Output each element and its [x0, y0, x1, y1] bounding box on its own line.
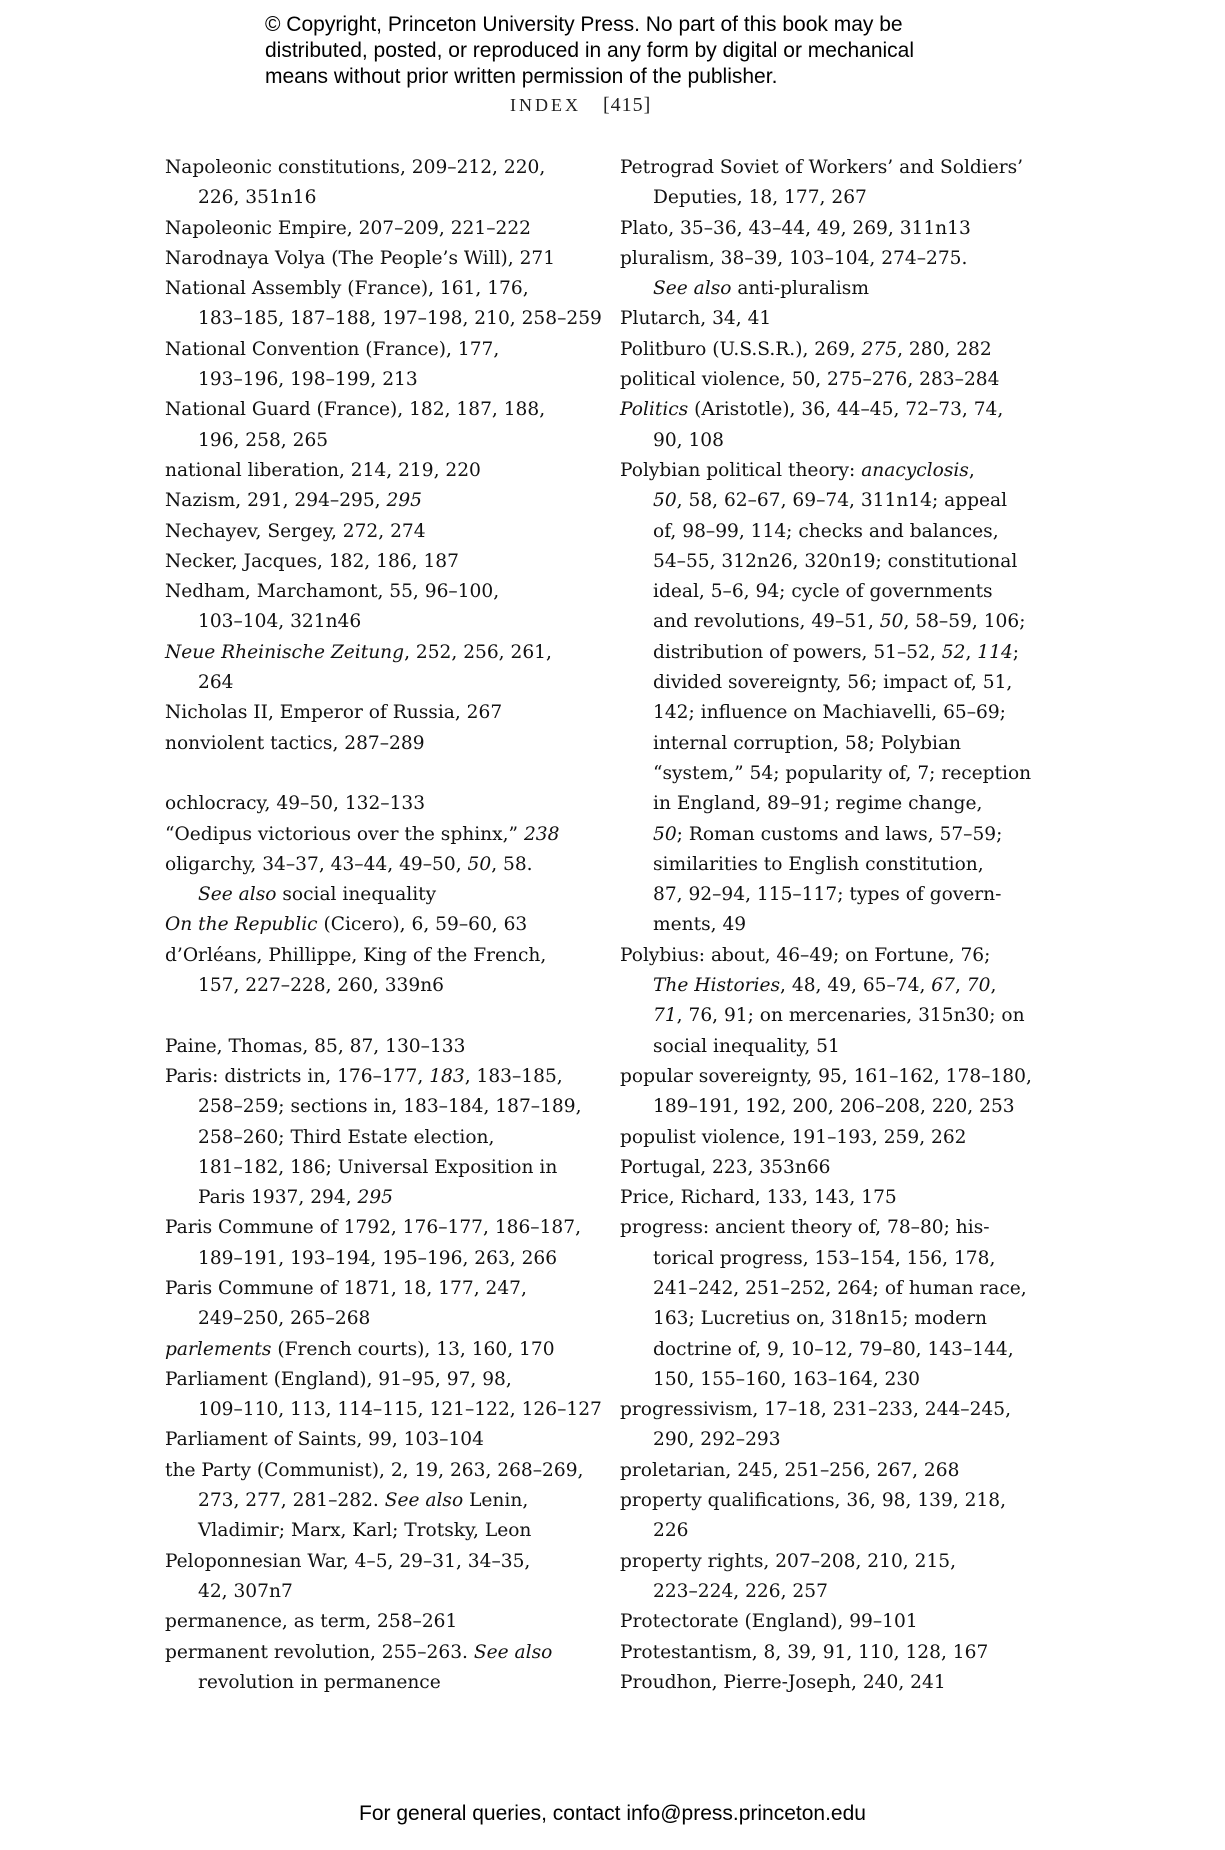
index-entry: pluralism, 38–39, 103–104, 274–275. See also anti-pluralism: [620, 247, 968, 300]
index-entry: national liberation, 214, 219, 220: [165, 459, 481, 481]
index-entry: progress: ancient theory of, 78–80; his- torical progress, 153–154, 156, 178, 241–242, 251–252, 264; of human race, 163; Lucretius on, 318n15; modern doctrine of, 9, 10–12, 79–80, 143–144, 150, 155–160, 163–164, 230: [620, 1217, 1027, 1390]
index-entry: proletarian, 245, 251–256, 267, 268: [620, 1459, 960, 1481]
copyright-notice: [265, 12, 1025, 90]
index-entry: Nechayev, Sergey, 272, 274: [165, 520, 426, 542]
index-entry: Parliament (England), 91–95, 97, 98, 109–110, 113, 114–115, 121–122, 126–127: [165, 1368, 602, 1421]
index-entry: Paris: districts in, 176–177, 183, 183–185, 258–259; sections in, 183–184, 187–189, 258–260; Third Estate election, 181–182, 186; Universal Exposition in Paris 1937, 294, 295: [165, 1065, 582, 1209]
index-column-right: [620, 153, 1040, 1698]
index-entry: Protectorate (England), 99–101: [620, 1611, 918, 1633]
index-entry: property qualifications, 36, 98, 139, 218, 226: [620, 1490, 1007, 1542]
page-number: [415]: [603, 94, 652, 116]
index-entry: On the Republic (Cicero), 6, 59–60, 63: [165, 914, 528, 936]
index-entry: Parliament of Saints, 99, 103–104: [165, 1429, 484, 1451]
index-entry: National Guard (France), 182, 187, 188, 196, 258, 265: [165, 399, 546, 451]
index-entry: Politburo (U.S.S.R.), 269, 275, 280, 282: [620, 338, 992, 360]
index-column-left: [165, 153, 602, 1698]
index-letter-gap: [165, 759, 585, 789]
index-entry: nonviolent tactics, 287–289: [165, 732, 425, 754]
index-entry: oligarchy, 34–37, 43–44, 49–50, 50, 58. See also social inequality: [165, 853, 533, 906]
index-entry: Necker, Jacques, 182, 186, 187: [165, 550, 459, 572]
index-entry: National Assembly (France), 161, 176, 183–185, 187–188, 197–198, 210, 258–259: [165, 278, 602, 330]
index-entry: Paine, Thomas, 85, 87, 130–133: [165, 1035, 466, 1057]
index-entry: Portugal, 223, 353n66: [620, 1156, 831, 1178]
index-entry: parlements (French courts), 13, 160, 170: [165, 1338, 555, 1360]
index-entry: Neue Rheinische Zeitung, 252, 256, 261, 264: [165, 641, 552, 694]
index-entry: Proudhon, Pierre-Joseph, 240, 241: [620, 1671, 946, 1693]
index-entry: the Party (Communist), 2, 19, 263, 268–269, 273, 277, 281–282. See also Lenin, Vladimir; Marx, Karl; Trotsky, Leon: [165, 1459, 584, 1542]
running-head: [510, 94, 651, 117]
index-entry: Protestantism, 8, 39, 91, 110, 128, 167: [620, 1641, 989, 1663]
section-title: INDEX: [510, 95, 581, 115]
index-entry: property rights, 207–208, 210, 215, 223–224, 226, 257: [620, 1550, 957, 1602]
index-entry: progressivism, 17–18, 231–233, 244–245, 290, 292–293: [620, 1399, 1011, 1451]
index-entry: Paris Commune of 1792, 176–177, 186–187, 189–191, 193–194, 195–196, 263, 266: [165, 1217, 582, 1269]
index-entry: Politics (Aristotle), 36, 44–45, 72–73, 74, 90, 108: [620, 399, 1004, 451]
copyright-line: © Copyright, Princeton University Press. No part of this book may be: [265, 13, 903, 36]
index-entry: Polybius: about, 46–49; on Fortune, 76; The Histories, 48, 49, 65–74, 67, 70, 71, 76, 91; on mercenaries, 315n30; on social inequality, 51: [620, 944, 1025, 1057]
index-entry: populist violence, 191–193, 259, 262: [620, 1126, 967, 1148]
index-entry: permanence, as term, 258–261: [165, 1611, 458, 1633]
index-entry: Nedham, Marchamont, 55, 96–100, 103–104, 321n46: [165, 581, 500, 633]
footer-contact: For general queries, contact info@press.princeton.edu: [359, 1802, 866, 1825]
index-entry: d’Orléans, Phillippe, King of the French, 157, 227–228, 260, 339n6: [165, 944, 547, 997]
index-entry: Nazism, 291, 294–295, 295: [165, 490, 422, 512]
index-entry: Paris Commune of 1871, 18, 177, 247, 249–250, 265–268: [165, 1277, 527, 1330]
index-entry: Plutarch, 34, 41: [620, 308, 772, 330]
index-entry: popular sovereignty, 95, 161–162, 178–180, 189–191, 192, 200, 206–208, 220, 253: [620, 1065, 1032, 1118]
index-entry: political violence, 50, 275–276, 283–284: [620, 369, 1000, 391]
copyright-line: distributed, posted, or reproduced in any form by digital or mechanical: [265, 39, 915, 62]
index-entry: “Oedipus victorious over the sphinx,” 238: [165, 823, 560, 845]
index-entry: Narodnaya Volya (The People’s Will), 271: [165, 247, 556, 269]
index-entry: Petrograd Soviet of Workers’ and Soldiers’ Deputies, 18, 177, 267: [620, 157, 1024, 209]
index-entry: permanent revolution, 255–263. See also revolution in permanence: [165, 1641, 553, 1693]
index-entry: Napoleonic constitutions, 209–212, 220, 226, 351n16: [165, 157, 546, 209]
index-entry: Nicholas II, Emperor of Russia, 267: [165, 702, 503, 724]
index-letter-gap: [165, 1001, 585, 1031]
index-entry: Polybian political theory: anacyclosis, 50, 58, 62–67, 69–74, 311n14; appeal of, 98–99, 114; checks and balances, 54–55, 312n26, 320n19; constitutional ideal, 5–6, 94; cycle of governments and revolutions, 49–51, 50, 58–59, 106; distribution of powers, 51–52, 52, 114; divided sovereignty, 56; impact of, 51, 142; influence on Machiavelli, 65–69; internal corruption, 58; Polybian “system,” 54; popularity of, 7; reception in England, 89–91; regime change, 50; Roman customs and laws, 57–59; similarities to English constitution, 87, 92–94, 115–117; types of govern- ments, 49: [620, 459, 1032, 936]
index-entry: Napoleonic Empire, 207–209, 221–222: [165, 217, 531, 239]
index-entry: National Convention (France), 177, 193–196, 198–199, 213: [165, 338, 500, 391]
index-entry: Price, Richard, 133, 143, 175: [620, 1187, 897, 1209]
copyright-line: means without prior written permission of the publisher.: [265, 65, 778, 88]
index-entry: ochlocracy, 49–50, 132–133: [165, 793, 426, 815]
index-entry: Peloponnesian War, 4–5, 29–31, 34–35, 42, 307n7: [165, 1550, 531, 1602]
index-entry: Plato, 35–36, 43–44, 49, 269, 311n13: [620, 217, 971, 239]
